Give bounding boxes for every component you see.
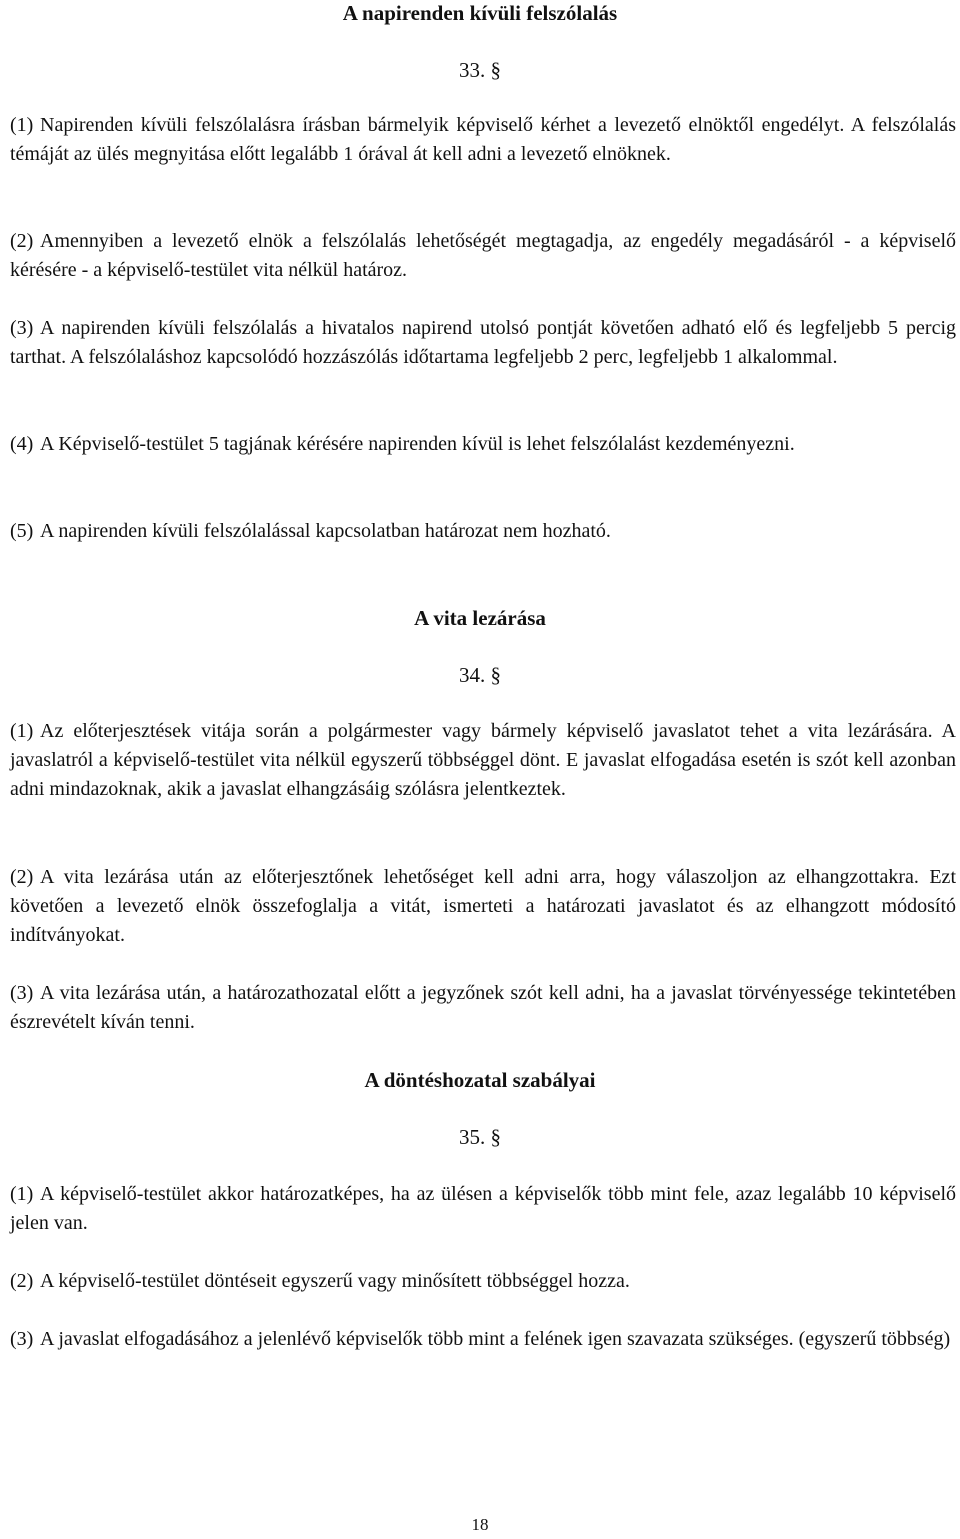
paragraph [10, 430, 956, 459]
paragraph-text: A képviselő-testület döntéseit egyszerű vagy minősített többséggel hozza. [40, 1270, 630, 1292]
paragraph-number: (2) [10, 1270, 34, 1292]
paragraph-number: (1) [10, 114, 34, 136]
paragraph [10, 227, 956, 285]
paragraph-number: (5) [10, 520, 34, 542]
section-number: 35. § [459, 1125, 501, 1149]
paragraph-text: A javaslat elfogadásához a jelenlévő képviselők több mint a felének igen szavazata szükséges. (egyszerű többség) [40, 1328, 951, 1350]
paragraph-text: A vita lezárása után az előterjesztőnek lehetőséget kell adni arra, hogy válaszoljon az elhangzottakra. Ezt követően a levezető elnök összefoglalja a vitát, ismerteti a határozati javaslatot és az elhangzott módosító indítványokat. [10, 866, 956, 947]
paragraph [10, 314, 956, 372]
paragraph-number: (4) [10, 433, 34, 455]
section-heading: A döntéshozatal szabályai [364, 1068, 596, 1092]
paragraph [10, 1325, 956, 1354]
paragraph-number: (2) [10, 230, 34, 252]
paragraph-text: Amennyiben a levezető elnök a felszólalás lehetőségét megtagadja, az engedély megadásáról - a képviselő kérésére - a képviselő-testület vita nélkül határoz. [10, 230, 956, 282]
paragraph-text: Az előterjesztések vitája során a polgármester vagy bármely képviselő javaslatot tehet a vita lezárására. A javaslatról a képviselő-testület vita nélkül egyszerű többséggel dönt. E javaslat elfogadása esetén is szót kell azonban adni mindazoknak, akik a javaslat elhangzásáig szólásra jelentkeztek. [10, 720, 956, 801]
paragraph-text: A vita lezárása után, a határozathozatal előtt a jegyzőnek szót kell adni, ha a javaslat törvényessége tekintetében észrevételt kíván tenni. [10, 982, 956, 1034]
paragraph-text: Napirenden kívüli felszólalásra írásban bármelyik képviselő kérhet a levezető elnöktől engedélyt. A felszólalás témáját az ülés megnyitása előtt legalább 1 órával át kell adni a levezető elnöknek. [10, 114, 956, 166]
paragraph-number: (1) [10, 1183, 34, 1205]
paragraph [10, 111, 956, 169]
page-number: 18 [471, 1515, 489, 1534]
paragraph-text: A Képviselő-testület 5 tagjának kérésére napirenden kívül is lehet felszólalást kezdeményezni. [40, 433, 795, 455]
paragraph [10, 1180, 956, 1238]
section-heading: A vita lezárása [414, 606, 546, 630]
paragraph [10, 1267, 956, 1296]
section-number: 33. § [459, 58, 501, 82]
section-number: 34. § [459, 663, 501, 687]
section-heading: A napirenden kívüli felszólalás [342, 1, 618, 25]
paragraph-number: (1) [10, 720, 34, 742]
paragraph-text: A napirenden kívüli felszólalás a hivatalos napirend utolsó pontját követően adható elő és legfeljebb 5 percig tarthat. A felszólaláshoz kapcsolódó hozzászólás időtartama legfeljebb 2 perc, legfeljebb 1 alkalommal. [10, 317, 956, 369]
paragraph-number: (3) [10, 1328, 34, 1350]
paragraph [10, 979, 956, 1037]
paragraph-text: A napirenden kívüli felszólalással kapcsolatban határozat nem hozható. [40, 520, 611, 542]
paragraph [10, 717, 956, 805]
paragraph-number: (2) [10, 866, 34, 888]
paragraph-number: (3) [10, 982, 34, 1004]
paragraph-text: A képviselő-testület akkor határozatképes, ha az ülésen a képviselők több mint fele, azaz legalább 10 képviselő jelen van. [10, 1183, 956, 1235]
paragraph-number: (3) [10, 317, 34, 339]
paragraph [10, 517, 956, 546]
paragraph [10, 863, 956, 951]
